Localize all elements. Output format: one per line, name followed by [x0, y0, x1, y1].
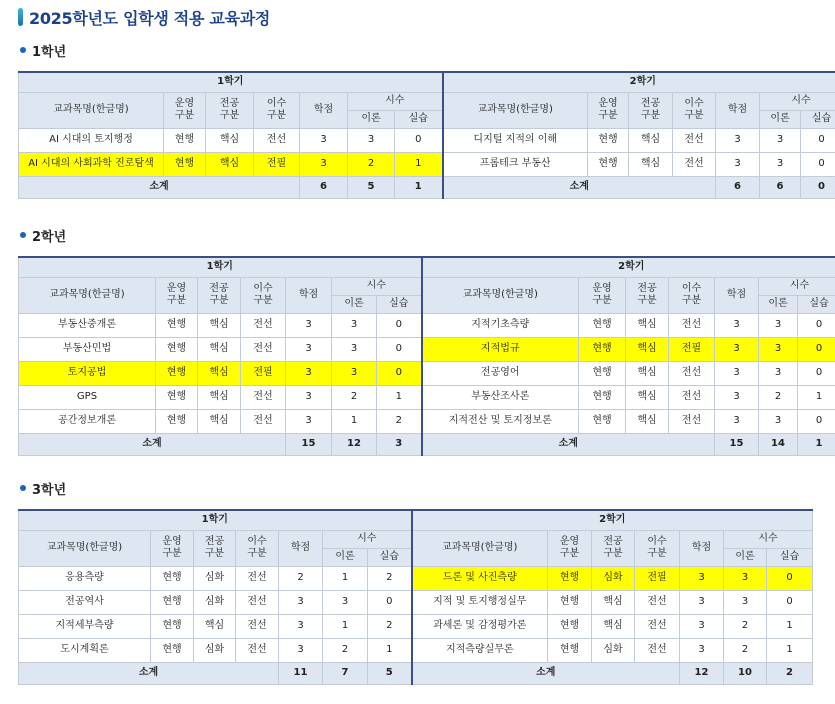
subtotal-credit: 11: [279, 662, 323, 684]
header-major-type: 전공 구분: [198, 277, 241, 313]
header-major-type: 전공 구분: [592, 530, 635, 566]
cell-op: 현행: [151, 566, 194, 590]
cell-practice: 0: [377, 337, 422, 361]
cell-theory: 1: [332, 409, 377, 433]
cell-op: 현행: [579, 409, 626, 433]
grade-title-1: [20, 41, 66, 59]
cell-major: 핵심: [206, 128, 254, 152]
cell-name: 과세론 및 감정평가론: [412, 614, 548, 638]
curriculum-table-grade-1: [18, 71, 835, 199]
semester-header: 1학기: [19, 510, 412, 530]
cell-major: 핵심: [592, 614, 635, 638]
cell-theory: 3: [759, 361, 798, 385]
subtotal-label: 소계: [412, 662, 680, 684]
subtotal-credit: 15: [286, 433, 332, 455]
subtotal-label: 소계: [422, 433, 715, 455]
header-credit: 학점: [716, 92, 760, 128]
cell-name: 지적세부측량: [19, 614, 151, 638]
cell-major: 심화: [592, 638, 635, 662]
cell-name: 지적기초측량: [422, 313, 579, 337]
cell-major: 핵심: [198, 409, 241, 433]
header-major-type: 전공 구분: [626, 277, 669, 313]
header-credit: 학점: [279, 530, 323, 566]
table-row: [19, 361, 835, 385]
cell-comp: 전선: [669, 313, 715, 337]
page-title-text: 2025학년도 입학생 적용 교육과정: [29, 8, 271, 28]
cell-name: 지적전산 및 토지정보론: [422, 409, 579, 433]
cell-comp: 전선: [669, 361, 715, 385]
cell-comp: 전선: [241, 409, 286, 433]
cell-op: 현행: [156, 337, 198, 361]
cell-comp: 전필: [635, 566, 680, 590]
cell-op: 현행: [164, 152, 206, 176]
cell-name: 지적측량실무론: [412, 638, 548, 662]
cell-theory: 3: [332, 361, 377, 385]
cell-name: 프롭테크 부동산: [443, 152, 588, 176]
cell-practice: 1: [767, 638, 813, 662]
bullet-icon: [20, 47, 26, 53]
header-credit: 학점: [715, 277, 759, 313]
cell-practice: 0: [798, 313, 835, 337]
cell-major: 핵심: [626, 337, 669, 361]
cell-comp: 전필: [254, 152, 300, 176]
header-course-name: 교과목명(한글명): [19, 277, 156, 313]
cell-theory: 2: [323, 638, 368, 662]
cell-theory: 3: [724, 566, 767, 590]
grade-title-3: [20, 479, 66, 497]
cell-op: 현행: [548, 566, 592, 590]
cell-practice: 0: [801, 128, 835, 152]
cell-theory: 3: [724, 590, 767, 614]
header-operation-type: 운영 구분: [156, 277, 198, 313]
cell-op: 현행: [579, 337, 626, 361]
bullet-icon: [20, 485, 26, 491]
cell-theory: 2: [724, 614, 767, 638]
header-completion-type: 이수 구분: [236, 530, 279, 566]
cell-major: 핵심: [198, 361, 241, 385]
header-operation-type: 운영 구분: [151, 530, 194, 566]
header-practice: 실습: [801, 110, 835, 128]
cell-credit: 3: [680, 614, 724, 638]
cell-theory: 3: [332, 313, 377, 337]
cell-name: 도시계획론: [19, 638, 151, 662]
cell-op: 현행: [151, 638, 194, 662]
header-operation-type: 운영 구분: [579, 277, 626, 313]
cell-major: 심화: [592, 566, 635, 590]
cell-practice: 0: [368, 590, 412, 614]
cell-op: 현행: [156, 409, 198, 433]
subtotal-label: 소계: [19, 662, 279, 684]
cell-name: 드론 및 사진측량: [412, 566, 548, 590]
subtotal-practice: 2: [767, 662, 813, 684]
cell-credit: 3: [680, 638, 724, 662]
cell-name: 공간정보개론: [19, 409, 156, 433]
subtotal-practice: 3: [377, 433, 422, 455]
cell-major: 핵심: [626, 313, 669, 337]
cell-practice: 0: [798, 409, 835, 433]
cell-op: 현행: [151, 614, 194, 638]
cell-credit: 3: [715, 385, 759, 409]
subtotal-label: 소계: [19, 433, 286, 455]
subtotal-theory: 10: [724, 662, 767, 684]
cell-major: 핵심: [206, 152, 254, 176]
header-credit: 학점: [680, 530, 724, 566]
semester-header: 2학기: [422, 257, 835, 277]
cell-comp: 전선: [635, 590, 680, 614]
header-hours: 시수: [323, 530, 412, 548]
cell-major: 핵심: [198, 385, 241, 409]
cell-name: 전공역사: [19, 590, 151, 614]
subtotal-theory: 6: [760, 176, 801, 198]
header-course-name: 교과목명(한글명): [443, 92, 588, 128]
cell-comp: 전선: [673, 128, 716, 152]
cell-major: 심화: [194, 590, 236, 614]
header-course-name: 교과목명(한글명): [412, 530, 548, 566]
cell-practice: 1: [368, 638, 412, 662]
cell-theory: 1: [323, 566, 368, 590]
cell-comp: 전선: [236, 566, 279, 590]
cell-practice: 0: [798, 337, 835, 361]
cell-op: 현행: [579, 313, 626, 337]
cell-credit: 3: [716, 128, 760, 152]
cell-name: 디지털 지적의 이해: [443, 128, 588, 152]
header-course-name: 교과목명(한글명): [19, 530, 151, 566]
cell-credit: 3: [715, 337, 759, 361]
bullet-icon: [20, 232, 26, 238]
cell-op: 현행: [156, 361, 198, 385]
cell-theory: 1: [323, 614, 368, 638]
header-operation-type: 운영 구분: [548, 530, 592, 566]
cell-op: 현행: [579, 361, 626, 385]
subtotal-practice: 0: [801, 176, 835, 198]
cell-name: AI 시대의 사회과학 진로탐색: [19, 152, 164, 176]
curriculum-table-grade-3: [18, 509, 813, 685]
header-credit: 학점: [300, 92, 348, 128]
cell-credit: 3: [286, 409, 332, 433]
cell-practice: 0: [377, 313, 422, 337]
subtotal-credit: 15: [715, 433, 759, 455]
cell-credit: 3: [286, 385, 332, 409]
header-practice: 실습: [767, 548, 813, 566]
cell-op: 현행: [579, 385, 626, 409]
header-hours: 시수: [332, 277, 422, 295]
cell-major: 심화: [194, 638, 236, 662]
semester-header: 1학기: [19, 257, 422, 277]
cell-practice: 0: [798, 361, 835, 385]
cell-name: GPS: [19, 385, 156, 409]
grade-title-text: 3학년: [32, 482, 67, 498]
cell-op: 현행: [156, 313, 198, 337]
header-major-type: 전공 구분: [629, 92, 673, 128]
cell-comp: 전선: [254, 128, 300, 152]
table-row: [19, 590, 813, 614]
cell-credit: 3: [279, 638, 323, 662]
cell-theory: 2: [759, 385, 798, 409]
table-row: [19, 337, 835, 361]
table-row: [19, 614, 813, 638]
subtotal-theory: 5: [348, 176, 395, 198]
cell-name: 지적법규: [422, 337, 579, 361]
cell-comp: 전선: [236, 638, 279, 662]
cell-op: 현행: [156, 385, 198, 409]
cell-major: 핵심: [198, 337, 241, 361]
cell-op: 현행: [548, 638, 592, 662]
cell-major: 핵심: [626, 409, 669, 433]
subtotal-label: 소계: [443, 176, 716, 198]
header-course-name: 교과목명(한글명): [422, 277, 579, 313]
cell-credit: 2: [279, 566, 323, 590]
header-theory: 이론: [759, 295, 798, 313]
subtotal-practice: 5: [368, 662, 412, 684]
header-theory: 이론: [348, 110, 395, 128]
cell-name: 응용측량: [19, 566, 151, 590]
header-credit: 학점: [286, 277, 332, 313]
cell-op: 현행: [548, 590, 592, 614]
subtotal-credit: 6: [300, 176, 348, 198]
cell-major: 심화: [194, 566, 236, 590]
header-theory: 이론: [760, 110, 801, 128]
header-major-type: 전공 구분: [206, 92, 254, 128]
cell-theory: 3: [759, 409, 798, 433]
cell-comp: 전필: [241, 361, 286, 385]
cell-comp: 전선: [669, 385, 715, 409]
cell-name: 부동산민법: [19, 337, 156, 361]
header-hours: 시수: [724, 530, 813, 548]
header-completion-type: 이수 구분: [635, 530, 680, 566]
cell-theory: 3: [323, 590, 368, 614]
cell-credit: 3: [680, 590, 724, 614]
header-operation-type: 운영 구분: [164, 92, 206, 128]
cell-comp: 전선: [241, 313, 286, 337]
table-row: [19, 152, 835, 176]
cell-major: 핵심: [198, 313, 241, 337]
header-hours: 시수: [760, 92, 835, 110]
table-row: [19, 409, 835, 433]
cell-credit: 3: [286, 313, 332, 337]
cell-credit: 3: [279, 590, 323, 614]
subtotal-credit: 12: [680, 662, 724, 684]
header-practice: 실습: [377, 295, 422, 313]
cell-practice: 0: [377, 361, 422, 385]
cell-practice: 2: [368, 614, 412, 638]
curriculum-table-grade-2: [18, 256, 835, 456]
cell-practice: 2: [368, 566, 412, 590]
subtotal-row: [19, 433, 835, 455]
grade-title-text: 2학년: [32, 229, 67, 245]
cell-practice: 0: [767, 566, 813, 590]
table-row: [19, 128, 835, 152]
semester-header: 1학기: [19, 72, 443, 92]
header-theory: 이론: [724, 548, 767, 566]
cell-op: 현행: [588, 152, 629, 176]
subtotal-label: 소계: [19, 176, 300, 198]
grade-title-text: 1학년: [32, 44, 67, 60]
cell-major: 핵심: [194, 614, 236, 638]
cell-name: 지적 및 토지행정실무: [412, 590, 548, 614]
cell-comp: 전선: [635, 614, 680, 638]
subtotal-theory: 7: [323, 662, 368, 684]
cell-practice: 1: [377, 385, 422, 409]
cell-credit: 3: [680, 566, 724, 590]
cell-major: 핵심: [626, 385, 669, 409]
page-title: [18, 6, 270, 28]
subtotal-practice: 1: [798, 433, 835, 455]
subtotal-theory: 12: [332, 433, 377, 455]
header-completion-type: 이수 구분: [241, 277, 286, 313]
cell-practice: 0: [801, 152, 835, 176]
cell-credit: 3: [715, 409, 759, 433]
header-major-type: 전공 구분: [194, 530, 236, 566]
cell-name: 전공영어: [422, 361, 579, 385]
cell-comp: 전선: [241, 337, 286, 361]
cell-comp: 전선: [673, 152, 716, 176]
header-practice: 실습: [798, 295, 835, 313]
subtotal-theory: 14: [759, 433, 798, 455]
cell-name: AI 시대의 토지행정: [19, 128, 164, 152]
table-row: [19, 313, 835, 337]
cell-credit: 3: [279, 614, 323, 638]
cell-credit: 3: [300, 128, 348, 152]
header-hours: 시수: [348, 92, 443, 110]
cell-theory: 3: [760, 128, 801, 152]
header-course-name: 교과목명(한글명): [19, 92, 164, 128]
subtotal-row: [19, 176, 835, 198]
table-row: [19, 638, 813, 662]
header-theory: 이론: [332, 295, 377, 313]
cell-credit: 3: [300, 152, 348, 176]
cell-practice: 0: [395, 128, 443, 152]
semester-header: 2학기: [443, 72, 835, 92]
cell-theory: 2: [332, 385, 377, 409]
cell-practice: 1: [767, 614, 813, 638]
cell-op: 현행: [588, 128, 629, 152]
cell-major: 핵심: [629, 152, 673, 176]
grade-title-2: [20, 226, 66, 244]
cell-comp: 전선: [635, 638, 680, 662]
subtotal-practice: 1: [395, 176, 443, 198]
header-completion-type: 이수 구분: [673, 92, 716, 128]
header-operation-type: 운영 구분: [588, 92, 629, 128]
cell-theory: 3: [759, 337, 798, 361]
cell-theory: 3: [759, 313, 798, 337]
cell-major: 핵심: [592, 590, 635, 614]
cell-op: 현행: [164, 128, 206, 152]
cell-op: 현행: [151, 590, 194, 614]
cell-major: 핵심: [626, 361, 669, 385]
cell-credit: 3: [715, 313, 759, 337]
cell-practice: 1: [395, 152, 443, 176]
cell-theory: 3: [760, 152, 801, 176]
cell-comp: 전선: [669, 409, 715, 433]
cell-name: 토지공법: [19, 361, 156, 385]
semester-header: 2학기: [412, 510, 813, 530]
subtotal-credit: 6: [716, 176, 760, 198]
header-practice: 실습: [395, 110, 443, 128]
cell-practice: 0: [767, 590, 813, 614]
cell-name: 부동산중개론: [19, 313, 156, 337]
cell-theory: 2: [724, 638, 767, 662]
cell-comp: 전선: [236, 614, 279, 638]
cell-credit: 3: [715, 361, 759, 385]
header-theory: 이론: [323, 548, 368, 566]
cell-comp: 전필: [669, 337, 715, 361]
table-row: [19, 566, 813, 590]
subtotal-row: [19, 662, 813, 684]
header-practice: 실습: [368, 548, 412, 566]
title-bar-icon: [18, 8, 23, 26]
table-row: [19, 385, 835, 409]
cell-comp: 전선: [236, 590, 279, 614]
cell-practice: 1: [798, 385, 835, 409]
cell-credit: 3: [716, 152, 760, 176]
cell-credit: 3: [286, 361, 332, 385]
cell-name: 부동산조사론: [422, 385, 579, 409]
cell-theory: 2: [348, 152, 395, 176]
header-completion-type: 이수 구분: [254, 92, 300, 128]
cell-op: 현행: [548, 614, 592, 638]
cell-theory: 3: [348, 128, 395, 152]
cell-comp: 전선: [241, 385, 286, 409]
cell-practice: 2: [377, 409, 422, 433]
cell-theory: 3: [332, 337, 377, 361]
header-completion-type: 이수 구분: [669, 277, 715, 313]
cell-major: 핵심: [629, 128, 673, 152]
header-hours: 시수: [759, 277, 835, 295]
cell-credit: 3: [286, 337, 332, 361]
